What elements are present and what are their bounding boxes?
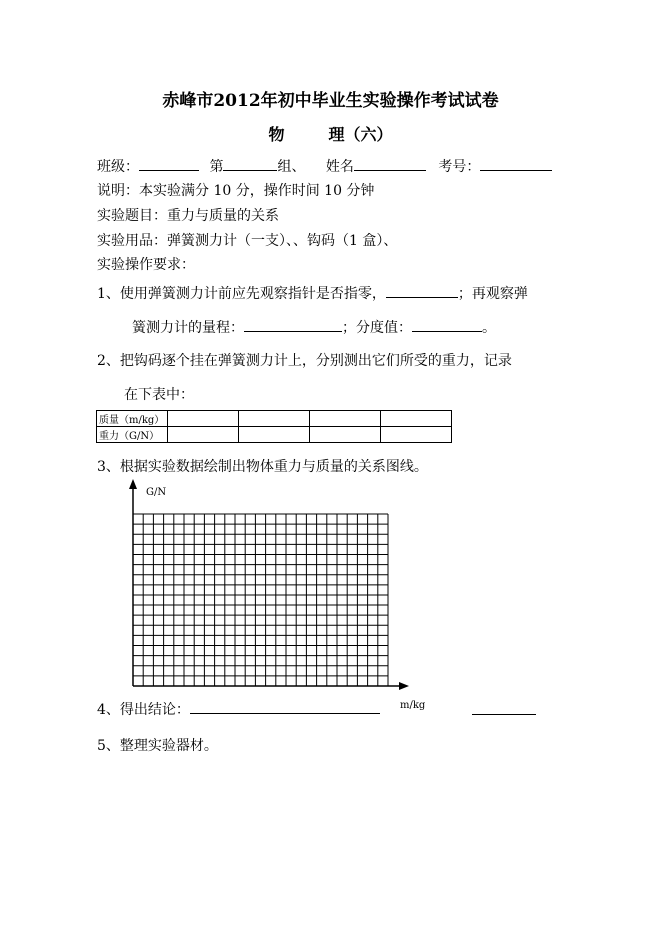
q1-range-label: 簧测力计的量程： <box>132 320 244 336</box>
q1-division-label: ；分度值： <box>342 320 412 336</box>
weight-row-label: 重力（G/N） <box>97 427 168 443</box>
exam-no-label: 考号： <box>438 159 481 175</box>
conclusion-blank[interactable] <box>190 699 380 714</box>
y-axis-label: G/N <box>146 487 167 498</box>
table-cell[interactable] <box>168 427 239 443</box>
y-axis-arrow-icon <box>129 479 137 489</box>
q4-label: 4、得出结论： <box>97 702 190 718</box>
class-label: 班级： <box>97 159 139 175</box>
table-row <box>97 411 452 427</box>
q1-text-b: ；再观察弹 <box>457 286 528 302</box>
subtitle-part2: 理（六） <box>328 125 393 144</box>
note-line: 说明：本实验满分 10 分，操作时间 10 分钟 <box>97 183 375 199</box>
question-2-line1: 2、把钩码逐个挂在弹簧测力计上，分别测出它们所受的重力，记录 <box>97 353 512 369</box>
mass-row-label: 质量（m/kg） <box>97 411 168 427</box>
table-cell[interactable] <box>310 411 381 427</box>
question-1-line1 <box>97 283 528 303</box>
topic-line: 实验题目：重力与质量的关系 <box>97 208 279 224</box>
question-1-line2 <box>132 317 496 337</box>
q1-division-blank[interactable] <box>412 317 482 332</box>
exam-title: 赤峰市2012年初中毕业生实验操作考试试卷 <box>162 91 499 111</box>
name-blank[interactable] <box>354 156 426 171</box>
class-blank[interactable] <box>139 156 199 171</box>
question-4 <box>97 699 380 719</box>
q1-zero-blank[interactable] <box>386 283 458 298</box>
x-axis-arrow-icon <box>399 682 409 690</box>
student-info-row <box>97 156 552 176</box>
group-blank[interactable] <box>223 156 277 171</box>
question-3: 3、根据实验数据绘制出物体重力与质量的关系图线。 <box>97 459 428 475</box>
q1-range-blank[interactable] <box>244 317 342 332</box>
extra-blank[interactable] <box>472 700 536 719</box>
group-prefix: 第 <box>209 159 224 175</box>
exam-subtitle <box>0 122 661 145</box>
table-cell[interactable] <box>310 427 381 443</box>
answer-graph[interactable] <box>118 478 418 694</box>
table-cell[interactable] <box>239 427 310 443</box>
table-cell[interactable] <box>239 411 310 427</box>
q1-end: 。 <box>482 320 496 336</box>
exam-no-blank[interactable] <box>480 156 552 171</box>
table-cell[interactable] <box>168 411 239 427</box>
table-row <box>97 427 452 443</box>
name-label: 姓名 <box>325 159 354 175</box>
group-suffix: 组、 <box>277 159 306 175</box>
requirements-line: 实验操作要求： <box>97 257 195 273</box>
table-cell[interactable] <box>381 427 452 443</box>
materials-line: 实验用品：弹簧测力计（一支）、、钩码（1 盒）、 <box>97 233 398 249</box>
x-axis-label: m/kg <box>400 700 426 711</box>
question-2-line2: 在下表中： <box>124 387 194 403</box>
q1-text-a: 1、使用弹簧测力计前应先观察指针是否指零， <box>97 286 386 302</box>
subtitle-part1: 物 <box>268 125 285 144</box>
question-5: 5、整理实验器材。 <box>97 738 218 754</box>
record-table <box>96 410 452 443</box>
graph-grid <box>133 514 388 686</box>
table-cell[interactable] <box>381 411 452 427</box>
